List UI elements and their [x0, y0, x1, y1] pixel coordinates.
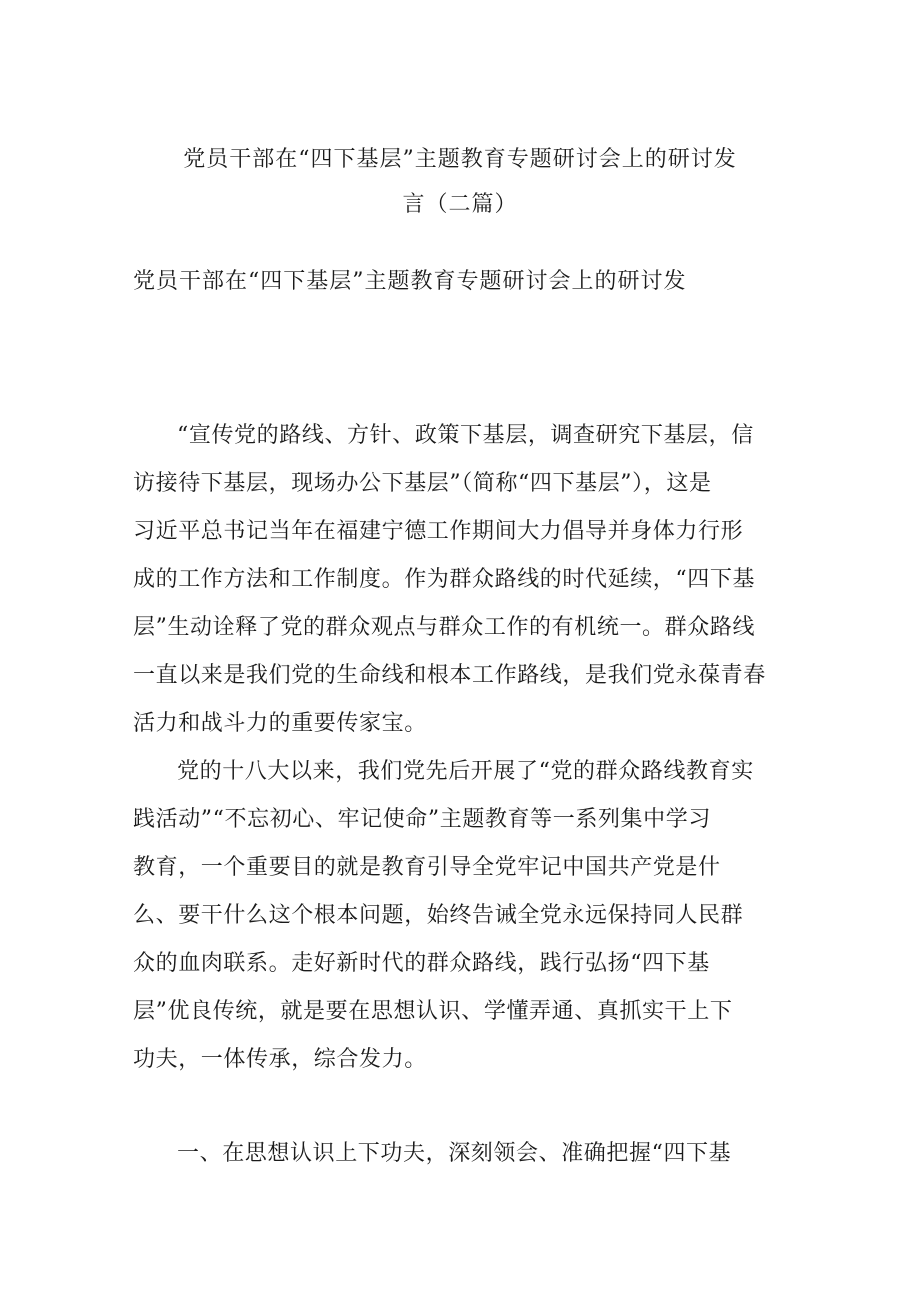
paragraph-line: 党的十八大以来，我们党先后开展了“党的群众路线教育实: [177, 759, 754, 784]
document-title-line-1: 党员干部在“四下基层”主题教育专题研讨会上的研讨发: [183, 147, 737, 172]
paragraph-line: “宣传党的路线、方针、政策下基层，调查研究下基层，信: [177, 423, 754, 448]
paragraph-line: 一直以来是我们党的生命线和根本工作路线，是我们党永葆青春: [133, 663, 766, 688]
paragraph-line: 习近平总书记当年在福建宁德工作期间大力倡导并身体力行形: [133, 519, 744, 544]
paragraph-line: 功夫，一体传承，综合发力。: [133, 1047, 427, 1072]
paragraph-line: 访接待下基层，现场办公下基层”（简称“四下基层”），这是: [133, 471, 712, 496]
paragraph-2: [133, 748, 793, 1084]
paragraph-line: 践活动”“不忘初心、牢记使命”主题教育等一系列集中学习: [133, 807, 711, 832]
paragraph-line: 层”优良传统，就是要在思想认识、学懂弄通、真抓实干上下: [133, 999, 733, 1024]
section-heading-1: 一、在思想认识上下功夫，深刻领会、准确把握“四下基: [177, 1141, 732, 1166]
paragraph-line: 活力和战斗力的重要传家宝。: [133, 711, 427, 736]
document-subtitle: 党员干部在“四下基层”主题教育专题研讨会上的研讨发: [133, 269, 687, 294]
paragraph-line: 层”生动诠释了党的群众观点与群众工作的有机统一。群众路线: [133, 615, 756, 640]
paragraph-line: 么、要干什么这个根本问题，始终告诫全党永远保持同人民群: [133, 903, 744, 928]
paragraph-line: 众的血肉联系。走好新时代的群众路线，践行弘扬“四下基: [133, 951, 710, 976]
paragraph-line: 成的工作方法和工作制度。作为群众路线的时代延续，“四下基: [133, 567, 756, 592]
paragraph-1: [133, 412, 793, 748]
paragraph-line: 教育，一个重要目的就是教育引导全党牢记中国共产党是什: [133, 855, 721, 880]
document-title-line-2: 言（二篇）: [402, 192, 518, 217]
